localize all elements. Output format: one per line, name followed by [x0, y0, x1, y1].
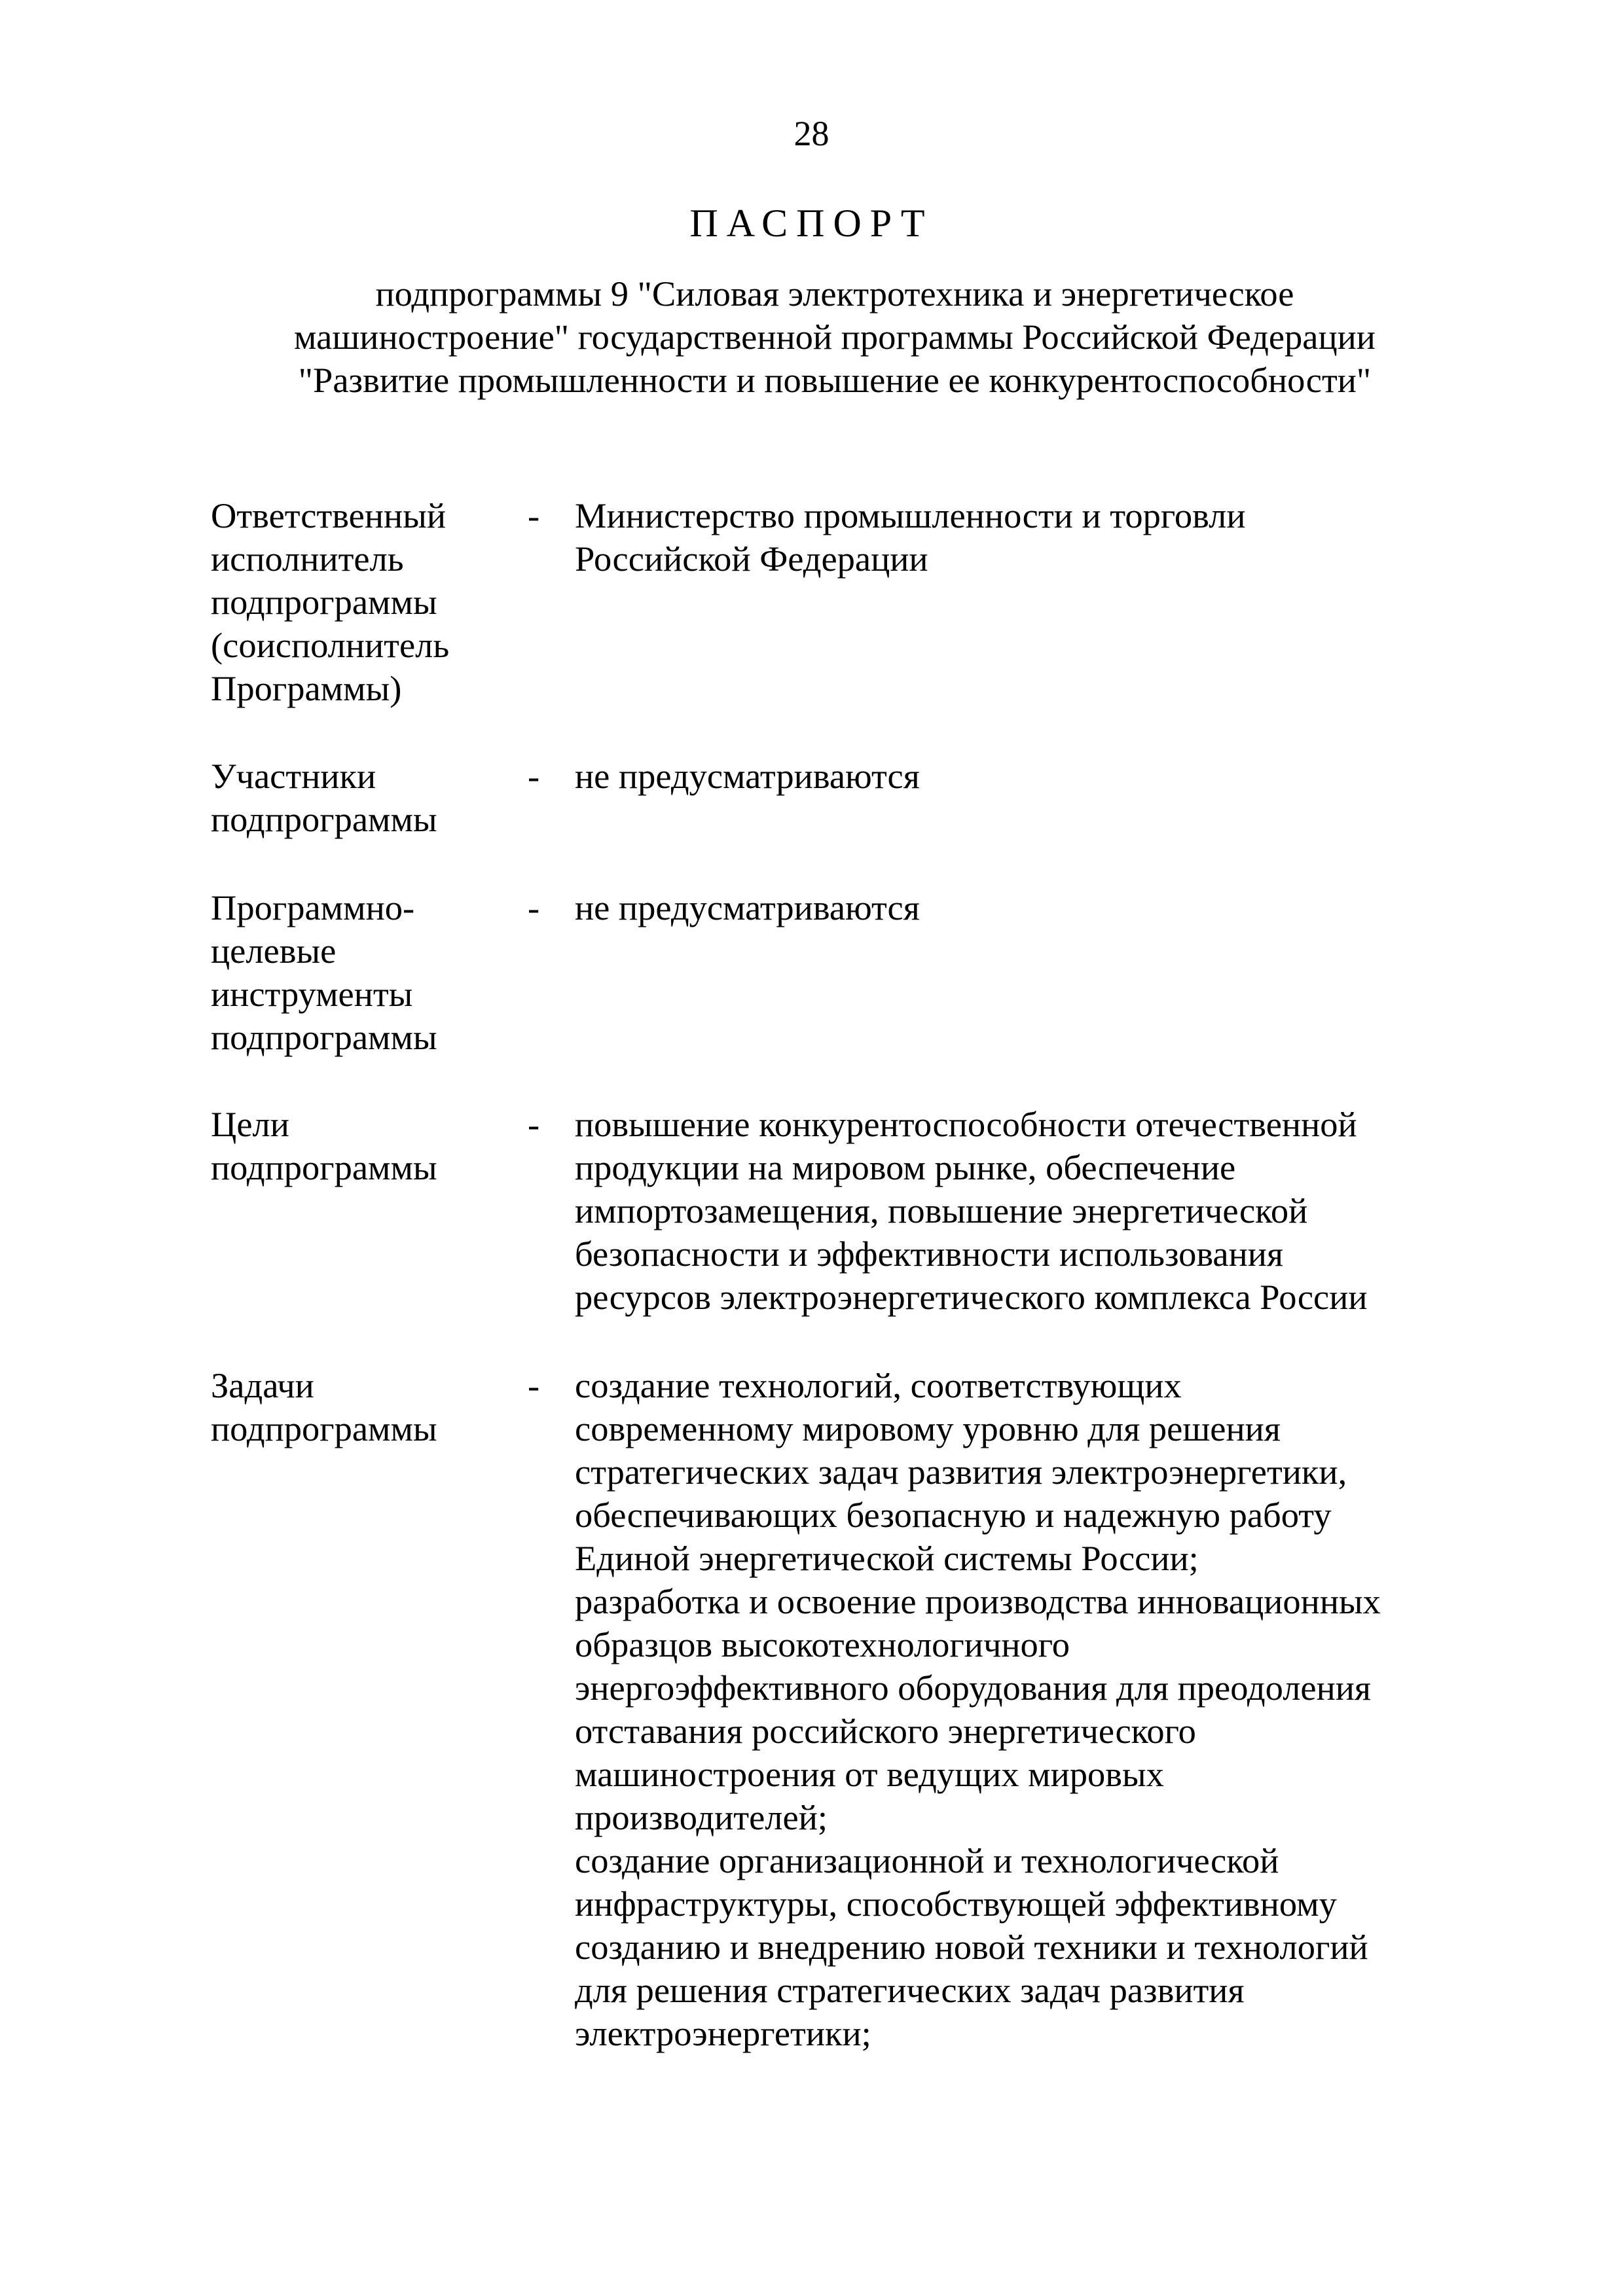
value-line: для решения стратегических задач развития [575, 1970, 1245, 2010]
row-dash: - [528, 495, 540, 535]
row-label [211, 886, 512, 1059]
label-line: Задачи [211, 1365, 314, 1405]
value-line: электроэнергетики; [575, 2013, 871, 2053]
value-line: производителей; [575, 1797, 828, 1837]
label-line: Участники [211, 756, 376, 796]
document-title: ПАСПОРТ [689, 202, 934, 245]
value-line: не предусматриваются [575, 888, 920, 927]
value-line: Российской Федерации [575, 539, 928, 579]
row-label [211, 755, 512, 841]
label-line: целевые [211, 931, 337, 971]
value-line: повышение конкурентоспособности отечественной [575, 1104, 1357, 1144]
row-dash: - [528, 756, 540, 796]
row-value [575, 1364, 1478, 2055]
label-line: Программно- [211, 888, 415, 927]
row-dash: - [528, 1365, 540, 1405]
value-line: машиностроения от ведущих мировых [575, 1754, 1164, 1794]
row-label [211, 1364, 512, 1450]
label-line: Программы) [211, 668, 402, 708]
value-line: созданию и внедрению новой техники и технологий [575, 1927, 1368, 1967]
subtitle-line: подпрограммы 9 "Силовая электротехника и энергетическое [375, 274, 1294, 314]
row-value [575, 494, 1478, 581]
label-line: подпрограммы [211, 1147, 437, 1187]
row-value [575, 755, 1478, 798]
label-line: исполнитель [211, 539, 404, 579]
value-line: продукции на мировом рынке, обеспечение [575, 1147, 1236, 1187]
label-line: подпрограммы [211, 799, 437, 839]
page-number: 28 [793, 114, 830, 153]
label-line: Ответственный [211, 495, 446, 535]
label-line: подпрограммы [211, 1408, 437, 1448]
value-line: Единой энергетической системы России; [575, 1538, 1199, 1578]
subtitle-line: "Развитие промышленности и повышение ее конкурентоспособности" [298, 360, 1372, 400]
value-line: отставания российского энергетического [575, 1711, 1196, 1751]
row-dash: - [528, 1104, 540, 1144]
label-line: инструменты [211, 974, 413, 1014]
value-line: обеспечивающих безопасную и надежную работу [575, 1495, 1332, 1535]
value-line: образцов высокотехнологичного [575, 1624, 1070, 1664]
value-line: современному мировому уровню для решения [575, 1408, 1281, 1448]
value-line: безопасности и эффективности использования [575, 1234, 1284, 1274]
subtitle-line: машиностроение" государственной программы Российской Федерации [294, 317, 1376, 357]
value-line: не предусматриваются [575, 756, 920, 796]
value-line: энергоэффективного оборудования для преодоления [575, 1668, 1371, 1708]
value-line: Министерство промышленности и торговли [575, 495, 1246, 535]
label-line: (соисполнитель [211, 625, 450, 665]
value-line: ресурсов электроэнергетического комплекса России [575, 1277, 1368, 1317]
value-line: стратегических задач развития электроэнергетики, [575, 1452, 1347, 1492]
label-line: Цели [211, 1104, 289, 1144]
row-dash: - [528, 888, 540, 927]
row-value [575, 886, 1478, 929]
document-subtitle [131, 272, 1539, 402]
row-label [211, 494, 512, 710]
value-line: создание организационной и технологической [575, 1840, 1279, 1880]
value-line: инфраструктуры, способствующей эффективному [575, 1884, 1337, 1924]
value-line: создание технологий, соответствующих [575, 1365, 1182, 1405]
value-line: разработка и освоение производства инновационных [575, 1581, 1381, 1621]
value-line: импортозамещения, повышение энергетической [575, 1191, 1308, 1230]
row-label [211, 1103, 512, 1189]
row-value [575, 1103, 1478, 1319]
label-line: подпрограммы [211, 582, 437, 622]
label-line: подпрограммы [211, 1017, 437, 1057]
